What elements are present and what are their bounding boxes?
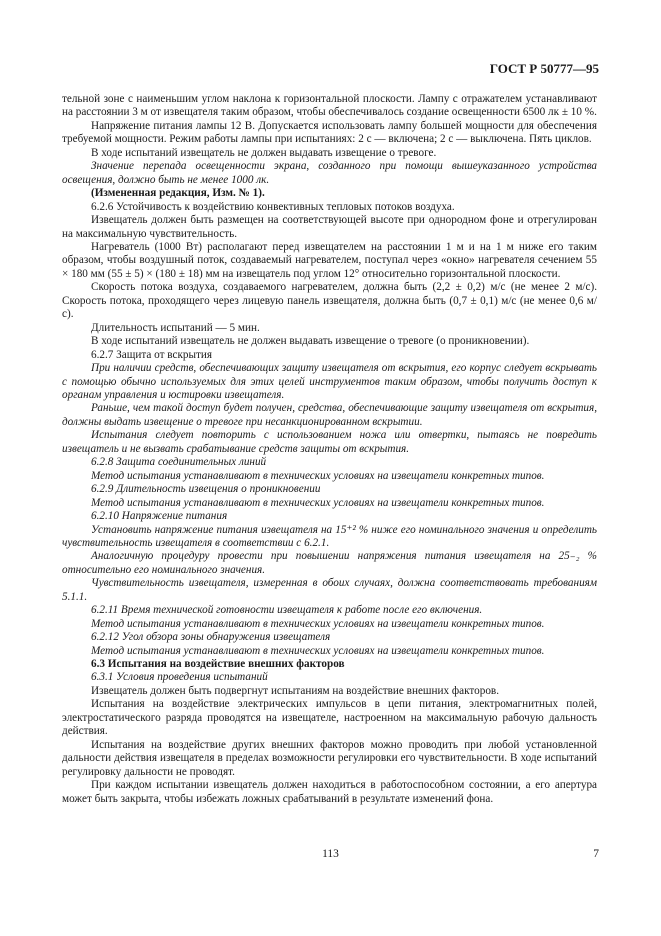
paragraph: тельной зоне с наименьшим углом наклона к горизонтальной плоскости. Лампу с отражателем устанавливают на расстоянии 3 м от извещателя таким образом, чтобы обеспечивалось создание освещенности 6500 лк ± 10 %. (62, 93, 597, 119)
paragraph: Метод испытания устанавливают в технических условиях на извещатели конкретных типов. (91, 469, 545, 482)
paragraph: Испытания следует повторить с использованием ножа или отвертки, пытаясь не повредить извещатель и не вызвать срабатывание средств защиты от вскрытия. (62, 429, 597, 455)
page-number-center: 113 (322, 848, 339, 860)
paragraph: При наличии средств, обеспечивающих защиту извещателя от вскрытия, его корпус следует вскрывать с помощью обычно используемых для этих целей инструментов таким образом, чтобы получить доступ к органам управления и юстировки извещателя. (62, 362, 597, 401)
paragraph: 6.2.12 Угол обзора зоны обнаружения извещателя (91, 631, 331, 644)
paragraph: 6.2.7 Защита от вскрытия (91, 348, 213, 361)
document-header: ГОСТ Р 50777—95 (489, 61, 599, 76)
paragraph: Метод испытания устанавливают в технических условиях на извещатели конкретных типов. (91, 617, 545, 630)
paragraph: 6.2.9 Длительность извещения о проникновении (91, 483, 321, 496)
paragraph: 6.3 Испытания на воздействие внешних факторов (91, 658, 345, 671)
paragraph: В ходе испытаний извещатель не должен выдавать извещение о тревоге (о проникновении). (91, 335, 530, 348)
paragraph: Метод испытания устанавливают в технических условиях на извещатели конкретных типов. (91, 644, 545, 657)
paragraph: 6.2.11 Время технической готовности извещателя к работе после его включения. (91, 604, 483, 617)
paragraph: Напряжение питания лампы 12 В. Допускается использовать лампу большей мощности для обеспечения требуемой мощности. Режим работы лампы при испытаниях: 2 с — включена; 2 с — выключена. Пять циклов. (62, 119, 597, 146)
paragraph: В ходе испытаний извещатель не должен выдавать извещение о тревоге. (91, 146, 437, 159)
paragraph: Извещатель должен быть подвергнут испытаниям на воздействие внешних факторов. (91, 684, 499, 697)
paragraph: 6.2.6 Устойчивость к воздействию конвективных тепловых потоков воздуха. (91, 200, 455, 213)
paragraph: Установить напряжение питания извещателя на 15⁺² % ниже его номинального значения и определить чувствительность извещателя в соответствии с 6.2.1. (62, 523, 597, 549)
paragraph: Длительность испытаний — 5 мин. (91, 321, 260, 334)
paragraph: Испытания на воздействие электрических импульсов в цепи питания, электромагнитных полей, электростатического разряда проводятся на извещателе, настроенном на максимальную рабочую дальность действия. (62, 698, 597, 738)
paragraph: Нагреватель (1000 Вт) располагают перед извещателем на расстоянии 1 м и на 1 м ниже его таким образом, чтобы воздушный поток, создаваемый нагревателем, поступал через «окно» нагревателя сечением 55 × 180 мм (55 ± 5) × (180 ± 18) мм на извещатель под углом 12° относительно горизонтальной плоскости. (62, 240, 597, 280)
document-body (62, 93, 597, 806)
page-number-right: 7 (593, 848, 599, 860)
paragraph: Извещатель должен быть размещен на соответствующей высоте при однородном фоне и отрегулирован на максимальную чувствительность. (62, 214, 597, 240)
paragraph: 6.3.1 Условия проведения испытаний (91, 671, 268, 684)
paragraph: Чувствительность извещателя, измеренная в обоих случаях, должна соответствовать требованиям 5.1.1. (62, 577, 597, 603)
paragraph: 6.2.10 Напряжение питания (91, 510, 228, 523)
paragraph: Скорость потока воздуха, создаваемого нагревателем, должна быть (2,2 ± 0,2) м/с (не менее 2 м/с). Скорость потока, проходящего через лицевую панель извещателя, должна быть (0,7 ± 0,1) м/с (не менее 0,6 м/с). (62, 281, 597, 321)
paragraph: Раньше, чем такой доступ будет получен, средства, обеспечивающие защиту извещателя от вскрытия, должны выдать извещение о тревоге при несанкционированном вскрытии. (62, 402, 597, 428)
paragraph: Значение перепада освещенности экрана, созданного при помощи вышеуказанного устройства освещения, должно быть не менее 1000 лк. (62, 160, 597, 186)
paragraph: Аналогичную процедуру провести при повышении напряжения питания извещателя на 25₋₂ % относительно его номинального значения. (62, 550, 597, 576)
paragraph: При каждом испытании извещатель должен находиться в работоспособном состоянии, а его апертура может быть закрыта, чтобы избежать ложных срабатываний в результате изменений фона. (62, 779, 597, 805)
paragraph: Испытания на воздействие других внешних факторов можно проводить при любой установленной дальности действия извещателя в пределах возможности регулировки его чувствительности. В ходе испытаний регулировку дальности не проводят. (62, 738, 597, 778)
paragraph: Метод испытания устанавливают в технических условиях на извещатели конкретных типов. (91, 496, 545, 509)
paragraph: (Измененная редакция, Изм. № 1). (91, 187, 265, 200)
paragraph: 6.2.8 Защита соединительных линий (91, 456, 267, 469)
